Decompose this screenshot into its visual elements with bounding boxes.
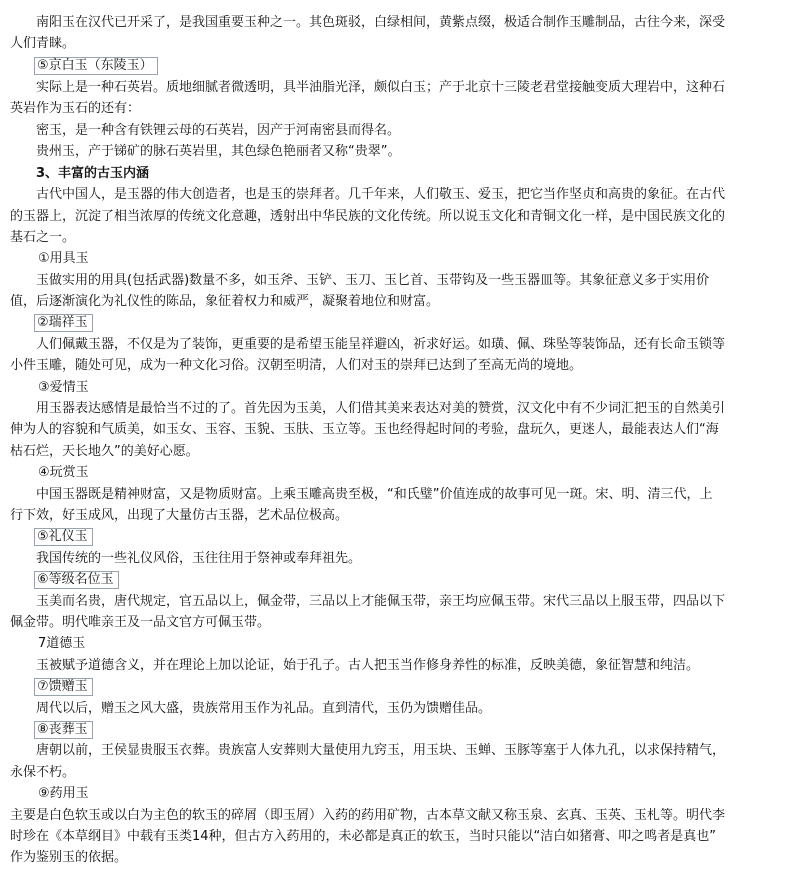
subheading-wanshangyu: ④玩赏玉: [38, 465, 89, 480]
paragraph-line: 作为鉴别玉的依据。: [10, 850, 128, 865]
paragraph-line: 行下效，好玉成风，出现了大量仿古玉器，艺术品位极高。: [10, 508, 349, 523]
paragraph-line: 实际上是一种石英岩。质地细腻者微透明，具半油脂光泽，颇似白玉；产于北京十三陵老君堂接触变质大理岩中，这种石: [36, 80, 726, 95]
paragraph-line: 永保不朽。: [10, 765, 76, 780]
paragraph-line: 贵州玉，产于锑矿的脉石英岩里，其色绿色艳丽者又称“贵翠”。: [36, 144, 401, 159]
subheading-yongjuyu: ①用具玉: [38, 251, 89, 266]
paragraph-line: 中国玉器既是精神财富，又是物质财富。上乘玉雕高贵至极，“和氏璧”价值连成的故事可见一斑。宋、明、清三代，上: [36, 487, 713, 502]
paragraph-line: 人们佩戴玉器，不仅是为了装饰，更重要的是希望玉能呈祥避凶，祈求好运。如璜、佩、珠坠等装饰品，还有长命玉锁等: [36, 337, 726, 352]
paragraph-line: 密玉，是一种含有铁锂云母的石英岩，因产于河南密县而得名。: [36, 123, 401, 138]
paragraph-line: 佩金带。明代唯亲王及一品文官方可佩玉带。: [10, 615, 271, 630]
paragraph-line: 小件玉雕，随处可见，成为一种文化习俗。汉朝至明清，人们对玉的崇拜已达到了至高无尚的境地。: [10, 358, 583, 373]
paragraph-line: 英岩作为玉石的还有：: [10, 101, 141, 116]
paragraph-line: 基石之一。: [10, 230, 76, 245]
paragraph-line: 玉做实用的用具(包括武器)数量不多，如玉斧、玉铲、玉刀、玉匕首、玉带钩及一些玉器皿等。其象征意义多于实用价: [36, 273, 710, 288]
subheading-yaoyongyu: ⑨药用玉: [38, 786, 89, 801]
paragraph-line: 玉被赋予道德含义，并在理论上加以论证，始于孔子。古人把玉当作修身养性的标准，反映美德，象征智慧和纯洁。: [36, 658, 700, 673]
paragraph-line: 时珍在《本草纲目》中载有玉类14种，但古方入药用的，未必都是真正的软玉，当时只能以“洁白如猪膏、叩之鸣者是真也”: [10, 829, 717, 844]
subheading-ruixiangyu: ②瑞祥玉: [34, 314, 93, 332]
paragraph-line: 人们青睐。: [10, 36, 76, 51]
paragraph-line: 用玉器表达感情是最恰当不过的了。首先因为玉美，人们借其美来表达对美的赞赏，汉文化中有不少词汇把玉的自然美引: [36, 401, 726, 416]
subheading-aiqingyu: ③爱情玉: [38, 380, 89, 395]
section-heading: 3、丰富的古玉内涵: [36, 166, 150, 181]
subheading-daodeyu: 7道德玉: [38, 636, 86, 651]
paragraph-line: 古代中国人，是玉器的伟大创造者，也是玉的崇拜者。几千年来，人们敬玉、爱玉，把它当作坚贞和高贵的象征。在古代: [36, 187, 726, 202]
subheading-kuizengyu: ⑦馈赠玉: [34, 678, 93, 696]
subheading-sangzangyu: ⑧丧葬玉: [34, 721, 93, 739]
paragraph-line: 周代以后，赠玉之风大盛，贵族常用玉作为礼品。直到清代，玉仍为馈赠佳品。: [36, 701, 492, 716]
subheading-dengjiyu: ⑥等级名位玉: [34, 571, 119, 589]
paragraph-line: 伸为人的容貌和气质美，如玉女、玉容、玉貌、玉肤、玉立等。玉也经得起时间的考验，盘玩久，更迷人，最能表达人们“海: [10, 422, 719, 437]
subheading-liyiyu: ⑤礼仪玉: [34, 528, 93, 546]
paragraph-line: 南阳玉在汉代已开采了，是我国重要玉种之一。其色斑驳，白绿相间，黄紫点缀，极适合制作玉雕制品，古往今来，深受: [36, 15, 726, 30]
subheading-jingbaiyu: ⑤京白玉（东陵玉）: [34, 57, 158, 75]
paragraph-line: 值，后逐渐演化为礼仪性的陈品，象征着权力和威严，凝聚着地位和财富。: [10, 294, 440, 309]
paragraph-line: 的玉器上，沉淀了相当浓厚的传统文化意趣，透射出中华民族的文化传统。所以说玉文化和青铜文化一样，是中国民族文化的: [10, 209, 726, 224]
paragraph-line: 唐朝以前，王侯显贵服玉衣葬。贵族富人安葬则大量使用九窍玉，用玉块、玉蝉、玉豚等塞于人体九孔，以求保持精气，: [36, 743, 726, 758]
paragraph-line: 玉美而名贵，唐代规定，官五品以上，佩金带，三品以上才能佩玉带，亲王均应佩玉带。宋代三品以上服玉带，四品以下: [36, 594, 726, 609]
paragraph-line: 枯石烂，天长地久”的美好心愿。: [10, 444, 199, 459]
paragraph-line: 主要是白色软玉或以白为主色的软玉的碎屑（即玉屑）入药的药用矿物，古本草文献又称玉泉、玄真、玉英、玉札等。明代李: [10, 808, 726, 823]
paragraph-line: 我国传统的一些礼仪风俗，玉往往用于祭神或奉拜祖先。: [36, 551, 362, 566]
